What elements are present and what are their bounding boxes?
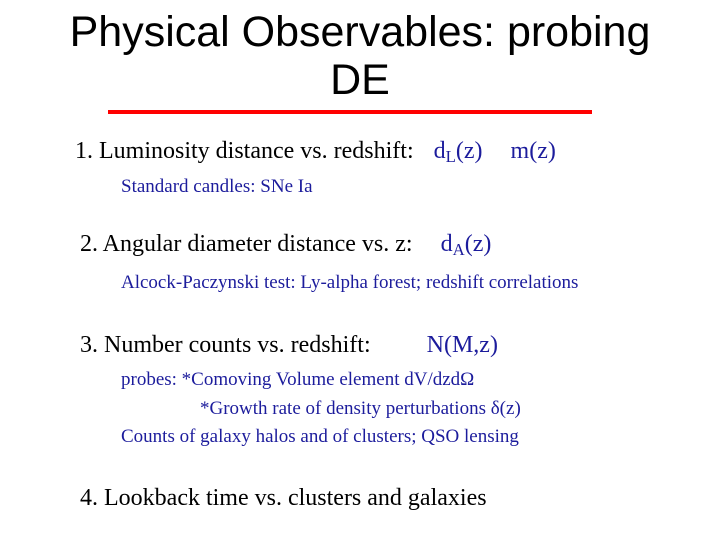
- item-2-heading: [80, 231, 491, 258]
- item-1-note: Standard candles: SNe Ia: [121, 176, 313, 197]
- item-2-symbol-base: d: [440, 231, 453, 257]
- item-2-symbol-arg: (z): [464, 231, 492, 257]
- item-3-text: 3. Number counts vs. redshift:: [80, 332, 371, 358]
- title-divider: [108, 110, 592, 114]
- item-3-heading: [80, 332, 498, 359]
- item-3-probes-line-2: *Growth rate of density perturbations δ(z): [200, 398, 521, 419]
- item-4-heading: 4. Lookback time vs. clusters and galaxies: [80, 485, 487, 511]
- item-1-extra: m(z): [510, 138, 556, 164]
- slide-title-line-1: Physical Observables: probing: [69, 8, 651, 56]
- item-2-note: Alcock-Paczynski test: Ly-alpha forest; redshift correlations: [121, 272, 579, 293]
- item-2-text: 2. Angular diameter distance vs. z:: [80, 231, 413, 257]
- item-1-text: 1. Luminosity distance vs. redshift:: [75, 138, 414, 164]
- item-1-symbol-base: d: [433, 138, 446, 164]
- item-3-probes-line-3: Counts of galaxy halos and of clusters; QSO lensing: [121, 426, 519, 447]
- item-2-symbol: [441, 231, 492, 257]
- item-1-symbol: [434, 138, 483, 164]
- item-1-symbol-arg: (z): [455, 138, 483, 164]
- item-1-heading: [75, 138, 556, 165]
- slide-title: [0, 8, 720, 104]
- item-2-symbol-subscript: A: [452, 240, 465, 259]
- item-3-symbol: N(M,z): [426, 332, 498, 358]
- item-1-symbol-subscript: L: [445, 147, 456, 166]
- slide-title-line-2: DE: [330, 56, 390, 104]
- item-3-probes-line-1: probes: *Comoving Volume element dV/dzdΩ: [121, 369, 475, 390]
